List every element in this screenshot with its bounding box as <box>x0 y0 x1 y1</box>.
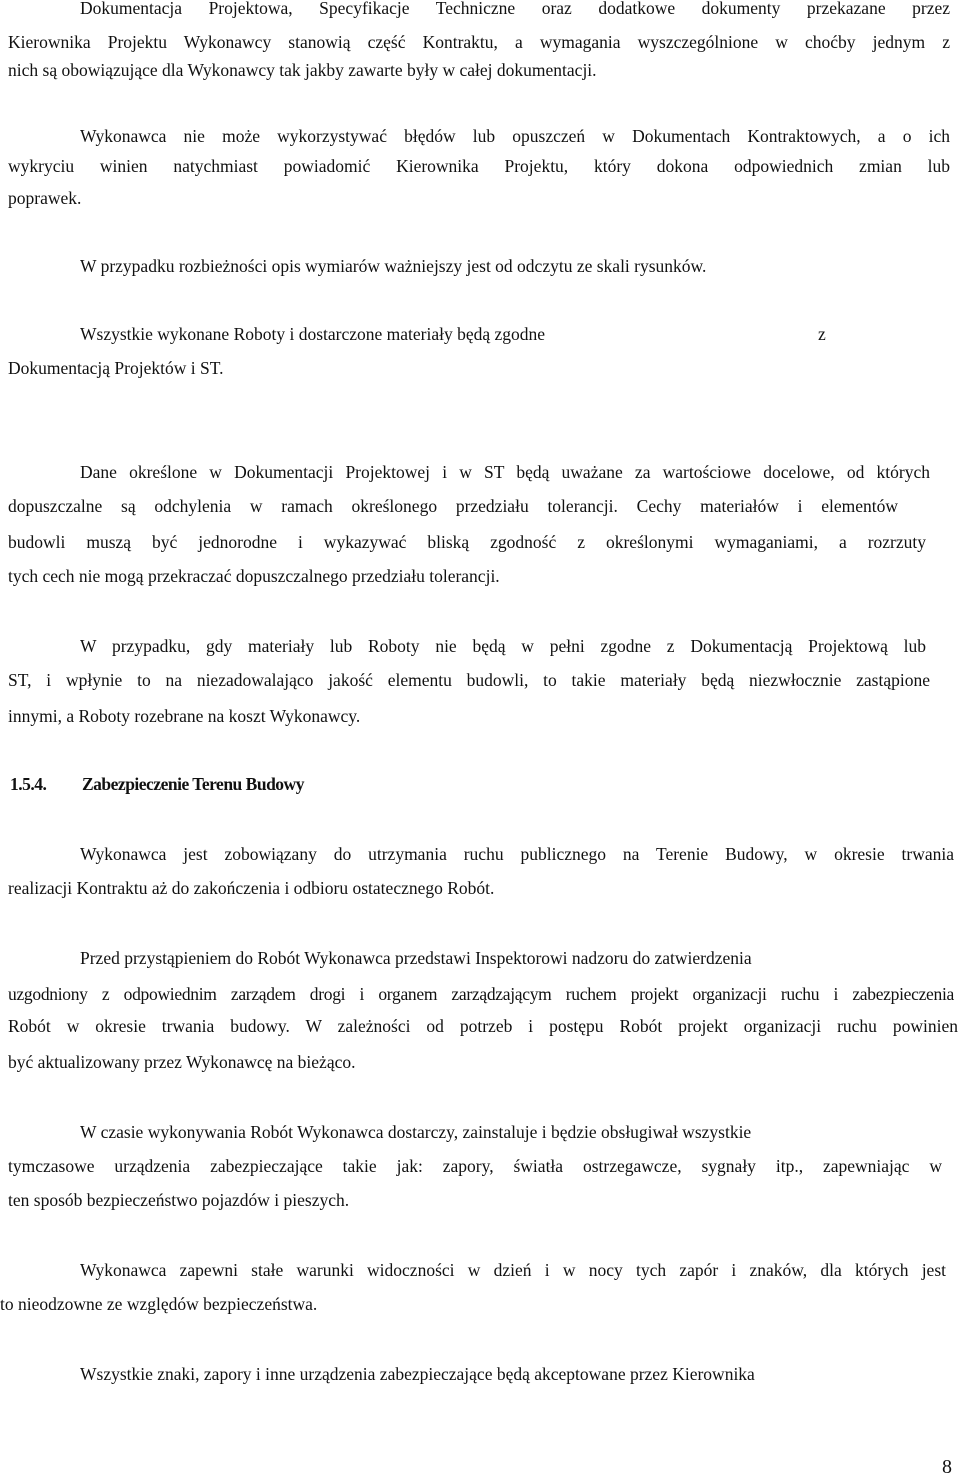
paragraph-line: wykryciu winien natychmiast powiadomić Kierownika Projektu, który dokona odpowiednich zmian lub <box>8 156 950 176</box>
paragraph-line: być aktualizowany przez Wykonawcę na bieżąco. <box>8 1052 356 1072</box>
paragraph-line: Robót w okresie trwania budowy. W zależności od potrzeb i postępu Robót projekt organizacji ruchu powinien <box>8 1016 958 1036</box>
paragraph-line: Wykonawca jest zobowiązany do utrzymania ruchu publicznego na Terenie Budowy, w okresie trwania <box>80 844 954 864</box>
paragraph-line: Przed przystąpieniem do Robót Wykonawca przedstawi Inspektorowi nadzoru do zatwierdzenia <box>80 948 752 968</box>
paragraph-line: W przypadku rozbieżności opis wymiarów ważniejszy jest od odczytu ze skali rysunków. <box>80 256 707 276</box>
paragraph-line: Wykonawca zapewni stałe warunki widoczności w dzień i w nocy tych zapór i znaków, dla których jest <box>80 1260 946 1280</box>
paragraph-line: Dokumentacja Projektowa, Specyfikacje Techniczne oraz dodatkowe dokumenty przekazane przez <box>80 0 950 18</box>
paragraph-line: tymczasowe urządzenia zabezpieczające takie jak: zapory, światła ostrzegawcze, sygnały itp., zapewniając w <box>8 1156 942 1176</box>
paragraph-line: Wszystkie wykonane Roboty i dostarczone materiały będą zgodne <box>80 324 546 344</box>
section-number: 1.5.4. <box>10 774 47 794</box>
paragraph-line: W przypadku, gdy materiały lub Roboty nie będą w pełni zgodne z Dokumentacją Projektową lub <box>80 636 926 656</box>
page-number: 8 <box>942 1456 952 1478</box>
paragraph-line: tych cech nie mogą przekraczać dopuszczalnego przedziału tolerancji. <box>8 566 500 586</box>
paragraph-line: poprawek. <box>8 188 82 208</box>
paragraph-line: realizacji Kontraktu aż do zakończenia i odbioru ostatecznego Robót. <box>8 878 495 898</box>
paragraph-line: z <box>818 324 826 344</box>
paragraph-line: nich są obowiązujące dla Wykonawcy tak jakby zawarte były w całej dokumentacji. <box>8 60 597 80</box>
paragraph-line: uzgodniony z odpowiednim zarządem drogi i organem zarządzającym ruchem projekt organizacji ruchu i zabezpieczenia <box>8 984 954 1004</box>
paragraph-line: innymi, a Roboty rozebrane na koszt Wykonawcy. <box>8 706 361 726</box>
paragraph-line: ST, i wpłynie to na niezadowalająco jakość elementu budowli, to takie materiały będą niezwłocznie zastąpione <box>8 670 930 690</box>
paragraph-line: Kierownika Projektu Wykonawcy stanowią część Kontraktu, a wymagania wyszczególnione w choćby jednym z <box>8 32 950 52</box>
paragraph-line: Wszystkie znaki, zapory i inne urządzenia zabezpieczające będą akceptowane przez Kierownika <box>80 1364 755 1384</box>
paragraph-line: W czasie wykonywania Robót Wykonawca dostarczy, zainstaluje i będzie obsługiwał wszystkie <box>80 1122 752 1142</box>
paragraph-line: ten sposób bezpieczeństwo pojazdów i pieszych. <box>8 1190 350 1210</box>
paragraph-line: Dokumentacją Projektów i ST. <box>8 358 224 378</box>
paragraph-line: Wykonawca nie może wykorzystywać błędów lub opuszczeń w Dokumentach Kontraktowych, a o ich <box>80 126 950 146</box>
paragraph-line: Dane określone w Dokumentacji Projektowej i w ST będą uważane za wartościowe docelowe, od których <box>80 462 930 482</box>
paragraph-line: dopuszczalne są odchylenia w ramach określonego przedziału tolerancji. Cechy materiałów i elementów <box>8 496 898 516</box>
section-title: Zabezpieczenie Terenu Budowy <box>82 774 304 794</box>
paragraph-line: to nieodzowne ze względów bezpieczeństwa. <box>0 1294 318 1314</box>
paragraph-line: budowli muszą być jednorodne i wykazywać bliską zgodność z określonymi wymaganiami, a rozrzuty <box>8 532 926 552</box>
